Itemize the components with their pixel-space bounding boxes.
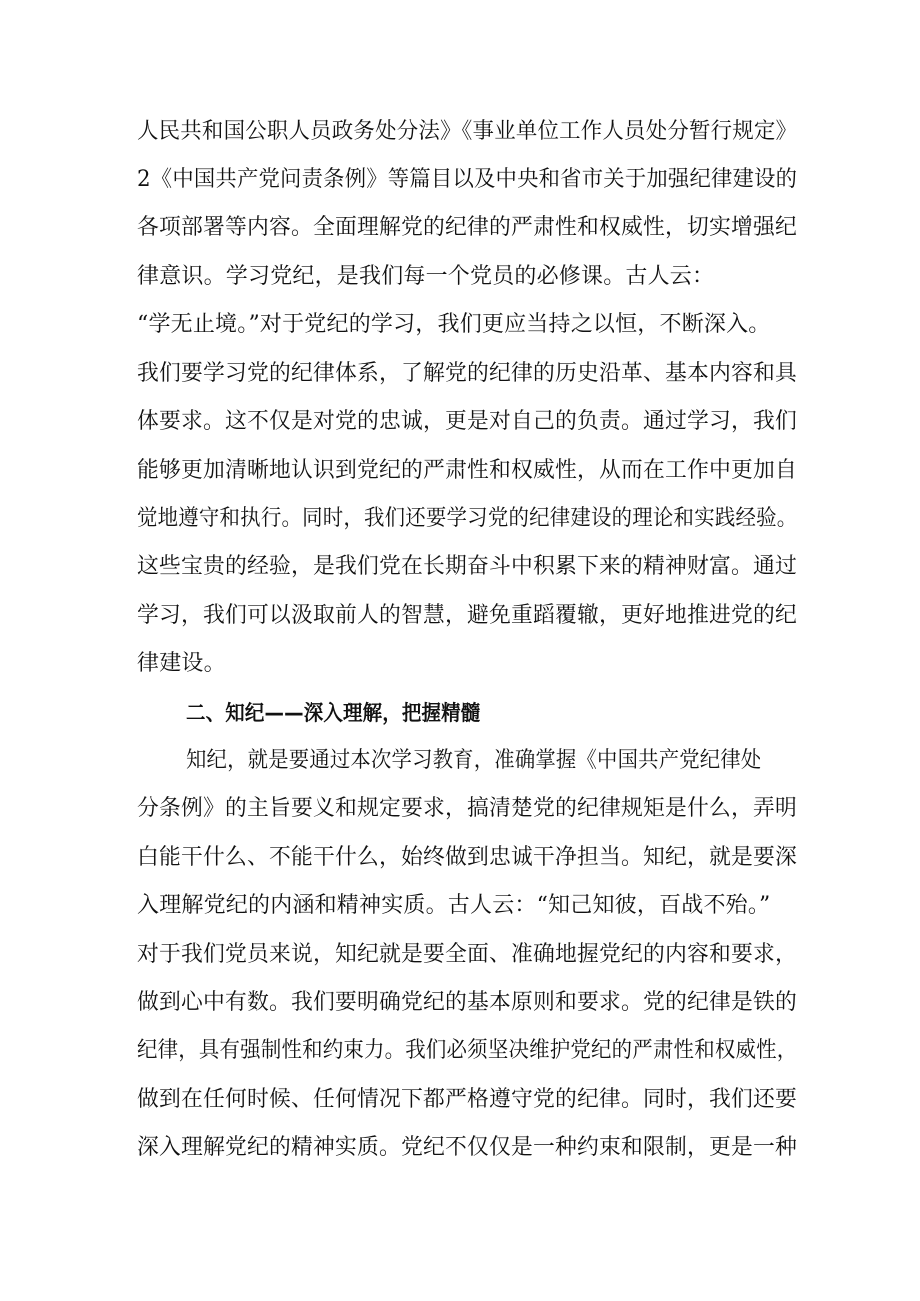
body-line: 这些宝贵的经验，是我们党在长期奋斗中积累下来的精神财富。通过	[137, 554, 798, 579]
body-line: 入理解党纪的内涵和精神实质。古人云：“知己知彼，百战不殆。”	[137, 893, 771, 918]
body-line: “学无止境。”对于党纪的学习，我们更应当持之以恒，不断深入。	[137, 312, 771, 337]
body-line: 深入理解党纪的精神实质。党纪不仅仅是一种约束和限制，更是一种	[137, 1135, 798, 1160]
body-line: 能够更加清晰地认识到党纪的严肃性和权威性，从而在工作中更加自	[137, 458, 798, 483]
body-line: 律意识。学习党纪，是我们每一个党员的必修课。古人云：	[137, 264, 715, 289]
body-line: 白能干什么、不能干什么，始终做到忠诚干净担当。知纪，就是要深	[137, 845, 798, 870]
body-line: 人民共和国公职人员政务处分法》《事业单位工作人员处分暂行规定》	[137, 119, 798, 144]
body-line: 我们要学习党的纪律体系，了解党的纪律的历史沿革、基本内容和具	[137, 361, 798, 386]
section-heading: 二、知纪——深入理解，把握精髓	[186, 701, 481, 725]
body-line: 分条例》的主旨要义和规定要求，搞清楚党的纪律规矩是什么，弄明	[137, 796, 798, 821]
body-line: 纪律，具有强制性和约束力。我们必须坚决维护党纪的严肃性和权威性，	[137, 1038, 798, 1063]
body-line: 律建设。	[137, 651, 226, 676]
body-line: 各项部署等内容。全面理解党的纪律的严肃性和权威性，切实增强纪	[137, 215, 798, 240]
body-line: 学习，我们可以汲取前人的智慧，避免重蹈覆辙，更好地推进党的纪	[137, 603, 798, 628]
body-line: 知纪，就是要通过本次学习教育，准确掌握《中国共产党纪律处	[186, 748, 762, 773]
body-line: 做到心中有数。我们要明确党纪的基本原则和要求。党的纪律是铁的	[137, 990, 798, 1015]
body-line: 做到在任何时候、任何情况下都严格遵守党的纪律。同时，我们还要	[137, 1087, 798, 1112]
body-line: 体要求。这不仅是对党的忠诚，更是对自己的负责。通过学习，我们	[137, 409, 798, 434]
body-line: 觉地遵守和执行。同时，我们还要学习党的纪律建设的理论和实践经验。	[137, 506, 798, 531]
body-line: 对于我们党员来说，知纪就是要全面、准确地握党纪的内容和要求，	[137, 942, 798, 967]
body-line: 2《中国共产党问责条例》等篇目以及中央和省市关于加强纪律建设的	[137, 167, 798, 192]
